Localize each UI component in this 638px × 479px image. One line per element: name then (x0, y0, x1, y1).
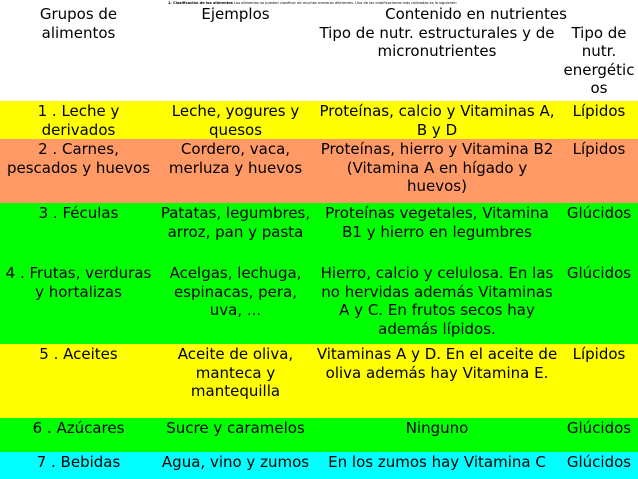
row-group (0, 419, 157, 438)
row-nutrients-line: (Vitamina A en hígado y (346, 158, 528, 177)
row-nutrients (314, 102, 560, 139)
table-row (0, 344, 638, 418)
row-group-line: derivados (41, 120, 116, 139)
row-energy (560, 345, 638, 364)
row-energy-line: Glúcidos (566, 453, 632, 471)
header-examples (157, 5, 314, 24)
row-group (0, 345, 157, 364)
row-examples (157, 345, 314, 401)
header-examples-line: Ejemplos (201, 5, 270, 23)
row-examples-line: arroz, pan y pasta (167, 222, 304, 241)
row-nutrients (314, 264, 560, 338)
row-nutrients (314, 345, 560, 382)
header-energy-line: nutr. (581, 42, 617, 60)
row-examples (157, 419, 314, 438)
header-structural (314, 24, 560, 61)
header-groups-line: alimentos (41, 23, 116, 42)
row-nutrients (314, 204, 560, 241)
header-structural-line: micronutrientes (377, 42, 497, 60)
row-energy-line: Lípidos (572, 345, 626, 363)
header-nutrients-title-line: Contenido en nutrientes (385, 5, 567, 23)
row-examples-line: Aceite de oliva, (177, 345, 294, 363)
row-group-line: 6 . Azúcares (32, 419, 125, 437)
row-examples (157, 264, 314, 320)
row-nutrients (314, 453, 560, 472)
row-nutrients-line: Vitaminas A y D. En el aceite de (316, 345, 558, 363)
row-group-line: 1 . Leche y (37, 102, 120, 120)
caption-text: Los alimentos se pueden clasificar de muchas maneras diferentes. Una de las clasificaciones más utilizadas es la siguiente: (234, 1, 457, 5)
header-energy-line: energétic (563, 60, 635, 79)
row-nutrients-line: huevos) (407, 177, 467, 195)
row-nutrients-line: oliva además hay Vitamina E. (325, 363, 549, 382)
row-nutrients-line: Hierro, calcio y celulosa. En las (320, 264, 554, 282)
row-nutrients-line: Ninguno (405, 419, 469, 437)
row-examples-line: mantequilla (190, 382, 281, 400)
row-examples-line: uva, ... (209, 301, 262, 319)
row-examples-line: Cordero, vaca, (180, 140, 291, 158)
row-examples-line: manteca y (195, 363, 276, 382)
row-nutrients-line: Proteínas vegetales, Vitamina (325, 204, 549, 222)
row-group-line: y hortalizas (35, 282, 122, 301)
table-header (0, 5, 638, 102)
row-energy-line: Glúcidos (566, 419, 632, 437)
row-nutrients-line: B y D (416, 120, 458, 139)
row-examples-line: Sucre y caramelos (166, 419, 305, 437)
row-group-line: 7 . Bebidas (36, 453, 121, 471)
row-energy (560, 419, 638, 438)
header-structural-line: Tipo de nutr. estructurales y de (319, 23, 555, 42)
row-examples-line: espinacas, pera, (173, 282, 298, 301)
header-energy-line: Tipo de (571, 23, 627, 42)
row-nutrients-line: B1 y hierro en legumbres (342, 222, 532, 241)
row-energy-line: Lípidos (572, 102, 626, 120)
row-examples-line: Acelgas, lechuga, (169, 264, 302, 282)
row-group-line: 5 . Aceites (39, 345, 118, 363)
table-row (0, 203, 638, 263)
header-nutrients-title (314, 5, 638, 24)
header-groups-line: Grupos de (39, 5, 118, 23)
row-group-line: 2 . Carnes, (38, 140, 119, 158)
row-nutrients-line: Proteínas, calcio y Vitaminas A, (319, 102, 555, 120)
row-energy (560, 140, 638, 159)
table-row (0, 418, 638, 452)
row-examples-line: Leche, yogures y (171, 102, 300, 120)
row-examples-line: merluza y huevos (168, 158, 303, 177)
row-group (0, 140, 157, 177)
row-energy (560, 204, 638, 223)
row-energy-line: Glúcidos (566, 264, 632, 282)
row-energy (560, 453, 638, 472)
row-group (0, 102, 157, 139)
row-nutrients-line: Proteínas, hierro y Vitamina B2 (320, 140, 554, 158)
row-examples (157, 102, 314, 139)
row-examples-line: Agua, vino y zumos (161, 453, 310, 471)
row-group-line: 3 . Féculas (38, 204, 119, 222)
row-examples-line: quesos (208, 120, 263, 139)
table-row (0, 263, 638, 344)
row-group (0, 264, 157, 301)
row-group (0, 453, 157, 472)
row-nutrients (314, 419, 560, 438)
table-row (0, 101, 638, 139)
caption-title: 1. Clasificación de los alimentos (168, 1, 233, 5)
row-examples (157, 204, 314, 241)
row-nutrients-line: no hervidas además Vitaminas (321, 282, 553, 301)
row-group (0, 204, 157, 223)
table-row (0, 452, 638, 479)
row-nutrients-line: además lípidos. (378, 319, 496, 338)
header-energy-line: os (590, 79, 608, 97)
row-energy-line: Glúcidos (566, 204, 632, 222)
header-energy (560, 24, 638, 98)
row-energy (560, 264, 638, 283)
row-examples-line: Patatas, legumbres, (160, 204, 311, 222)
row-nutrients (314, 140, 560, 196)
table-row (0, 139, 638, 203)
row-nutrients-line: A y C. En frutos secos hay (339, 301, 535, 319)
row-examples (157, 453, 314, 472)
row-energy (560, 102, 638, 121)
row-group-line: pescados y huevos (6, 158, 151, 177)
row-examples (157, 140, 314, 177)
row-energy-line: Lípidos (572, 140, 626, 158)
row-group-line: 4 . Frutas, verduras (5, 264, 152, 282)
row-nutrients-line: En los zumos hay Vitamina C (328, 453, 546, 471)
header-groups (0, 5, 157, 42)
